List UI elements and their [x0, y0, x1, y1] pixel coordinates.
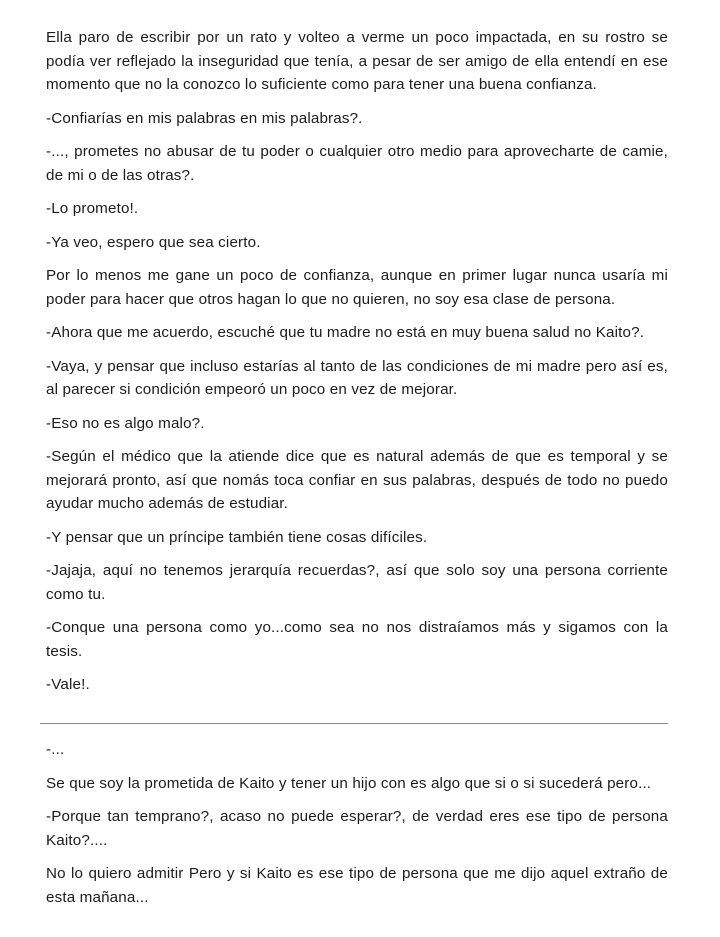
- paragraph: -Lo prometo!.: [46, 200, 139, 217]
- paragraph: Ella paro de escribir por un rato y volteo a verme un poco impactada, en su rostro se podía ver reflejado la inseguridad que tenía, a pesar de ser amigo de ella entendí en ese momento que no la conozco lo suficiente como para tener una buena confianza.: [46, 29, 668, 93]
- paragraph: -Vaya, y pensar que incluso estarías al tanto de las condiciones de mi madre pero así es, al parecer si condición empeoró un poco en vez de mejorar.: [46, 357, 668, 398]
- paragraph: -Y pensar que un príncipe también tiene cosas difíciles.: [46, 528, 428, 546]
- paragraph: -Ya veo, espero que sea cierto.: [46, 233, 261, 251]
- paragraph: -Confiarías en mis palabras en mis palabras?.: [46, 109, 363, 127]
- paragraph: No lo quiero admitir Pero y si Kaito es ese tipo de persona que me dijo aquel extraño de esta mañana...: [46, 865, 668, 906]
- paragraph: Se que soy la prometida de Kaito y tener un hijo con es algo que si o si sucederá pero...: [46, 774, 652, 792]
- paragraph: -Según el médico que la atiende dice que es natural además de que es temporal y se mejorará pronto, así que nomás toca confiar en sus palabras, después de todo no puedo ayudar mucho además de estudiar.: [46, 448, 668, 512]
- paragraph: -Jajaja, aquí no tenemos jerarquía recuerdas?, así que solo soy una persona corriente como tu.: [46, 562, 668, 603]
- paragraph: -...: [46, 741, 65, 758]
- paragraph: -Vale!.: [46, 676, 90, 693]
- paragraph: -Ahora que me acuerdo, escuché que tu madre no está en muy buena salud no Kaito?.: [46, 324, 645, 341]
- paragraph: Por lo menos me gane un poco de confianza, aunque en primer lugar nunca usaría mi poder para hacer que otros hagan lo que no quieren, no soy esa clase de persona.: [46, 267, 668, 308]
- paragraph: -Conque una persona como yo...como sea no nos distraíamos más y sigamos con la tesis.: [46, 619, 668, 660]
- paragraph: -Porque tan temprano?, acaso no puede esperar?, de verdad eres ese tipo de persona Kaito?....: [46, 808, 668, 849]
- paragraph: -..., prometes no abusar de tu poder o cualquier otro medio para aprovecharte de camie, de mi o de las otras?.: [46, 143, 668, 184]
- section-divider: [40, 723, 668, 724]
- document-text-bottom: [46, 738, 668, 919]
- paragraph: -Eso no es algo malo?.: [46, 414, 205, 432]
- document-text-top: [46, 26, 668, 705]
